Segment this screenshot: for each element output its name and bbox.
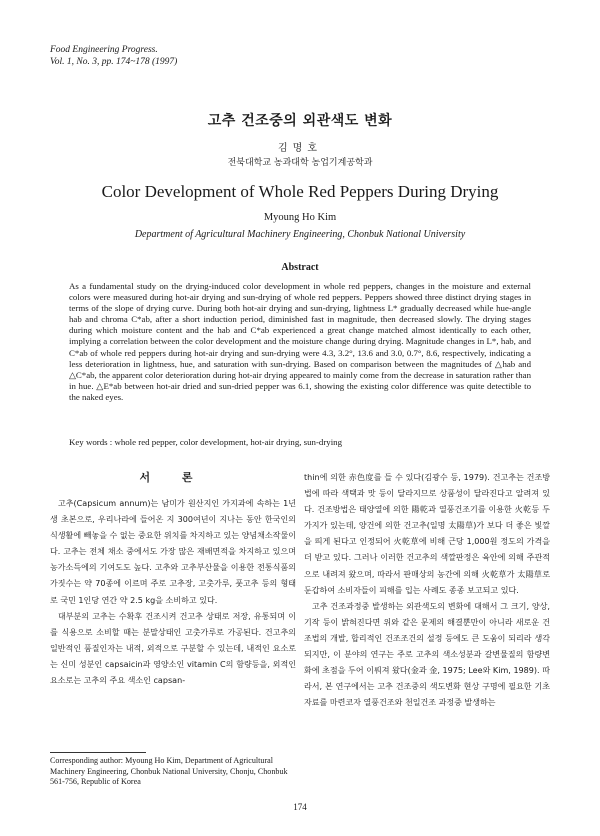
- keywords: Key words : whole red pepper, color development, hot-air drying, sun-drying: [69, 437, 342, 447]
- journal-header: [50, 44, 177, 68]
- journal-citation: Vol. 1, No. 3, pp. 174~178 (1997): [50, 57, 178, 67]
- section-heading-introduction: 서 론: [139, 471, 207, 484]
- english-affiliation: Department of Agricultural Machinery Engineering, Chonbuk National University: [134, 229, 466, 240]
- body-column-left: [50, 470, 296, 689]
- korean-affiliation: 전북대학교 농과대학 농업기계공학과: [227, 158, 373, 168]
- abstract-heading: Abstract: [281, 262, 319, 273]
- english-author: Myoung Ho Kim: [263, 212, 337, 223]
- paragraph: 고추(Capsicum annum)는 남미가 원산지인 가지과에 속하는 1년생 초본으로, 우리나라에 들어온 지 300여년이 지나는 동안 한국인의 식생활에 빼놓을 수 없는 중요한 위치를 차지하고 있는 양념채소작물이다. 고추는 전체 채소 중에서도 가장 많은 재배면적을 차지하고 있으며 농가소득에의 기여도도 높다. 고추와 고추부산물을 이용한 전통식품의 가짓수는 약 70종에 이르며 주로 고추장, 고춧가루, 풋고추 등의 형태로 국민 1인당 연간 약 2.5 kg을 소비하고 있다.: [50, 499, 296, 605]
- body-column-right: [304, 470, 550, 711]
- paragraph: thin에 의한 赤色度를 들 수 있다(김광수 등, 1979). 건고추는 건조방법에 따라 색택과 맛 등이 달라지므로 상품성이 달라진다고 알려져 있다. 건조방법은 태양열에 의한 陽乾과 열풍건조기를 이용한 火乾등 두 가지가 있는데, 양건에 의한 건고추(일명 太陽草)가 보다 더 좋은 빛깔을 띄게 된다고 인정되어 火乾草에 비해 근당 1,000원 정도의 가격을 더 받고 있다. 그러나 이러한 건고추의 색깔판정은 육안에 의해 주관적으로 내려져 왔으며, 따라서 판매상의 농간에 의해 火乾草가 太陽草로 둔갑하여 소비자들이 피해를 입는 사례도 종종 보고되고 있다.: [304, 473, 550, 595]
- korean-title: 고추 건조중의 외관색도 변화: [207, 113, 393, 129]
- page-number: 174: [293, 802, 307, 812]
- paragraph: 대부분의 고추는 수확후 건조시켜 건고추 상태로 저장, 유통되며 이를 식용으로 소비할 때는 분말상태인 고춧가루로 가공된다. 건고추의 일반적인 품질인자는 내적, 외적으로 구분할 수 있는데, 내적인 요소로는 신미 성분인 capsaicin과 영양소인 vitamin C의 함량등을, 외적인 요소로는 고추의 주요 색소인 capsan-: [50, 611, 296, 686]
- journal-name: Food Engineering Progress.: [50, 45, 158, 55]
- abstract-body: As a fundamental study on the drying-induced color development in whole red peppers, changes in the moisture and external colors were measured during hot-air drying and sun-drying of whole red peppers. Peppers showed three distinct drying stages in terms of the slope of drying curve. During both hot-air drying and sun-drying, lightness L* gradually decreased while hue-angle hab and chroma C*ab, after a short induction period, diminished fast in magnitude, then decreased slowly. The drying stages during which moisture content and the hab and C*ab experienced a great change matched almost identically to each other, implying a correlation between the color development and the moisture change during drying. Magnitude changes in L*, hab, and C*ab of whole red peppers during hot-air drying and sun-drying were 4.3, 3.2°, 13.6 and 3.0, 0.7°, 8.6, respectively, indicating a less deterioration in lightness, hue, and saturation with sun-drying. Based on comparison between the magnitudes of △hab and △C*ab, the apparent color deterioration during hot-air drying appeared to mainly come from the decrease in saturation rather than in hue. △E*ab between hot-air dried and sun-dried pepper was 6.1, showing the existing color difference was quite detectible to the naked eyes.: [69, 281, 531, 402]
- korean-author: 김명호: [278, 143, 322, 154]
- english-title: Color Development of Whole Red Peppers During Drying: [101, 182, 499, 201]
- paragraph: 고추 건조과정중 발생하는 외관색도의 변화에 대해서 그 크기, 양상, 기작 등이 밝혀진다면 위와 같은 문제의 해결뿐만이 아니라 새로운 건조법의 개발, 합리적인 건조조건의 설정 등에도 큰 도움이 되리라 생각되지만, 이 분야의 연구는 주로 고추의 색소성분과 갈변물질의 함량변화에 초점을 두어 이뤄져 왔다(金과 金, 1975; Lee와 Kim, 1989). 따라서, 본 연구에서는 고추 건조중의 색도변화 현상 구명에 필요한 기초자료를 마련코자 열풍건조와 천일건조 과정중 발생하는: [304, 601, 550, 708]
- footnote-divider: [50, 752, 146, 753]
- corresponding-author-footnote: Corresponding author: Myoung Ho Kim, Department of Agricultural Machinery Engineering, Chonbuk National University, Chonju, Chonbuk 561-756, Republic of Korea: [50, 756, 288, 787]
